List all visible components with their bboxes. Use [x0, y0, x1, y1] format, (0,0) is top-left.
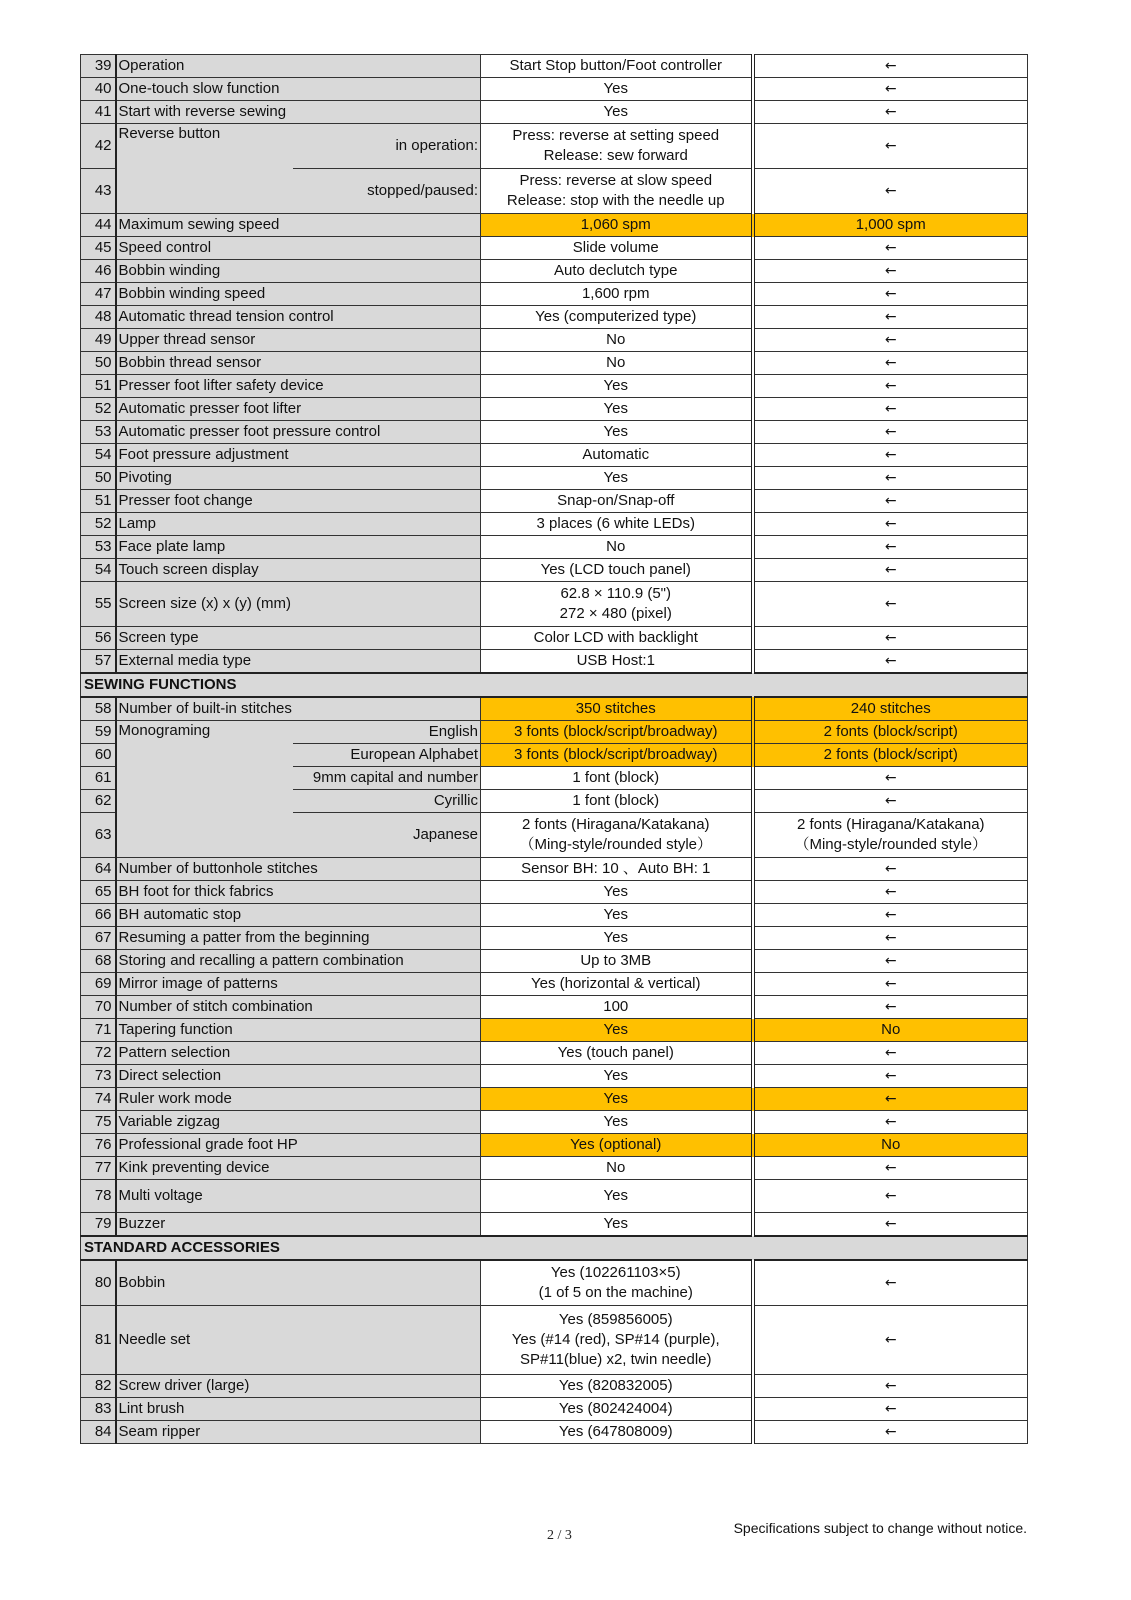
spec-sublabel: Japanese — [293, 813, 481, 858]
spec-row — [81, 697, 1028, 721]
row-number: 73 — [81, 1065, 116, 1088]
same-as-left-arrow-icon: ← — [753, 260, 1028, 283]
spec-row — [81, 881, 1028, 904]
same-as-left-arrow-icon: ← — [753, 904, 1028, 927]
spec-row — [81, 1134, 1028, 1157]
row-number: 66 — [81, 904, 116, 927]
value-model-1: Yes (859856005) Yes (#14 (red), SP#14 (purple), SP#11(blue) x2, twin needle) — [481, 1306, 753, 1375]
spec-label: Reverse button — [116, 124, 293, 169]
spec-row — [81, 260, 1028, 283]
spec-label: Lamp — [116, 513, 481, 536]
same-as-left-arrow-icon: ← — [753, 927, 1028, 950]
row-number: 54 — [81, 559, 116, 582]
spec-row — [81, 169, 1028, 214]
spec-sublabel: European Alphabet — [293, 744, 481, 767]
page-indicator: 2 / 3 — [547, 1528, 572, 1543]
value-model-1: Yes (802424004) — [481, 1398, 753, 1421]
same-as-left-arrow-icon: ← — [753, 1213, 1028, 1237]
spec-label: Operation — [116, 55, 481, 78]
spec-sublabel: English — [293, 721, 481, 744]
spec-row — [81, 283, 1028, 306]
value-model-1: USB Host:1 — [481, 650, 753, 674]
spec-row — [81, 582, 1028, 627]
row-number: 80 — [81, 1260, 116, 1306]
same-as-left-arrow-icon: ← — [753, 1111, 1028, 1134]
spec-label: Kink preventing device — [116, 1157, 481, 1180]
row-number: 84 — [81, 1421, 116, 1444]
value-model-1: Yes (computerized type) — [481, 306, 753, 329]
row-number: 60 — [81, 744, 116, 767]
spec-row — [81, 559, 1028, 582]
value-model-1: Color LCD with backlight — [481, 627, 753, 650]
section-title: SEWING FUNCTIONS — [81, 673, 1028, 697]
same-as-left-arrow-icon: ← — [753, 996, 1028, 1019]
row-number: 61 — [81, 767, 116, 790]
same-as-left-arrow-icon: ← — [753, 169, 1028, 214]
spec-row — [81, 1065, 1028, 1088]
value-model-2: No — [753, 1019, 1028, 1042]
spec-label: Buzzer — [116, 1213, 481, 1237]
spec-sublabel: in operation: — [293, 124, 481, 169]
spec-row — [81, 1157, 1028, 1180]
spec-label — [116, 813, 293, 858]
spec-row — [81, 214, 1028, 237]
row-number: 63 — [81, 813, 116, 858]
same-as-left-arrow-icon: ← — [753, 444, 1028, 467]
row-number: 45 — [81, 237, 116, 260]
value-model-1: 62.8 × 110.9 (5") 272 × 480 (pixel) — [481, 582, 753, 627]
same-as-left-arrow-icon: ← — [753, 1042, 1028, 1065]
value-model-1: Press: reverse at slow speed Release: stop with the needle up — [481, 169, 753, 214]
spec-row — [81, 1375, 1028, 1398]
row-number: 51 — [81, 490, 116, 513]
value-model-1: Yes — [481, 375, 753, 398]
spec-label: Upper thread sensor — [116, 329, 481, 352]
same-as-left-arrow-icon: ← — [753, 1375, 1028, 1398]
spec-label: Variable zigzag — [116, 1111, 481, 1134]
same-as-left-arrow-icon: ← — [753, 375, 1028, 398]
value-model-2: No — [753, 1134, 1028, 1157]
row-number: 46 — [81, 260, 116, 283]
spec-label: Touch screen display — [116, 559, 481, 582]
spec-label: Pivoting — [116, 467, 481, 490]
row-number: 39 — [81, 55, 116, 78]
spec-row — [81, 858, 1028, 881]
spec-row — [81, 767, 1028, 790]
row-number: 43 — [81, 169, 116, 214]
spec-row — [81, 627, 1028, 650]
spec-label: Presser foot lifter safety device — [116, 375, 481, 398]
value-model-1: Yes — [481, 467, 753, 490]
row-number: 49 — [81, 329, 116, 352]
row-number: 57 — [81, 650, 116, 674]
spec-label: Lint brush — [116, 1398, 481, 1421]
row-number: 75 — [81, 1111, 116, 1134]
value-model-1: 2 fonts (Hiragana/Katakana) （Ming-style/rounded style） — [481, 813, 753, 858]
same-as-left-arrow-icon: ← — [753, 1260, 1028, 1306]
value-model-1: Yes — [481, 78, 753, 101]
spec-row — [81, 352, 1028, 375]
value-model-1: No — [481, 1157, 753, 1180]
spec-label: Screw driver (large) — [116, 1375, 481, 1398]
spec-row — [81, 536, 1028, 559]
spec-label: Bobbin — [116, 1260, 481, 1306]
spec-row — [81, 927, 1028, 950]
row-number: 72 — [81, 1042, 116, 1065]
spec-row — [81, 329, 1028, 352]
value-model-1: Yes — [481, 881, 753, 904]
spec-label: External media type — [116, 650, 481, 674]
row-number: 71 — [81, 1019, 116, 1042]
value-model-1: Start Stop button/Foot controller — [481, 55, 753, 78]
spec-row — [81, 950, 1028, 973]
same-as-left-arrow-icon: ← — [753, 858, 1028, 881]
section-header-row — [81, 673, 1028, 697]
value-model-1: Auto declutch type — [481, 260, 753, 283]
row-number: 77 — [81, 1157, 116, 1180]
row-number: 41 — [81, 101, 116, 124]
spec-row — [81, 1398, 1028, 1421]
spec-row — [81, 490, 1028, 513]
spec-row — [81, 744, 1028, 767]
spec-label: Screen type — [116, 627, 481, 650]
spec-label: Automatic presser foot lifter — [116, 398, 481, 421]
spec-label: Automatic presser foot pressure control — [116, 421, 481, 444]
spec-row — [81, 790, 1028, 813]
same-as-left-arrow-icon: ← — [753, 536, 1028, 559]
spec-label: Face plate lamp — [116, 536, 481, 559]
spec-label: Seam ripper — [116, 1421, 481, 1444]
spec-label: Storing and recalling a pattern combination — [116, 950, 481, 973]
value-model-1: 100 — [481, 996, 753, 1019]
value-model-1: Yes — [481, 1065, 753, 1088]
same-as-left-arrow-icon: ← — [753, 950, 1028, 973]
spec-row — [81, 1111, 1028, 1134]
value-model-1: Yes — [481, 1111, 753, 1134]
value-model-1: Yes (LCD touch panel) — [481, 559, 753, 582]
row-number: 65 — [81, 881, 116, 904]
row-number: 52 — [81, 513, 116, 536]
spec-label: Resuming a patter from the beginning — [116, 927, 481, 950]
row-number: 79 — [81, 1213, 116, 1237]
spec-label: Tapering function — [116, 1019, 481, 1042]
spec-label: BH automatic stop — [116, 904, 481, 927]
value-model-1: Up to 3MB — [481, 950, 753, 973]
spec-row — [81, 1088, 1028, 1111]
spec-label: Bobbin winding — [116, 260, 481, 283]
spec-row — [81, 1042, 1028, 1065]
row-number: 50 — [81, 467, 116, 490]
spec-label: Number of buttonhole stitches — [116, 858, 481, 881]
spec-label: Bobbin thread sensor — [116, 352, 481, 375]
spec-row — [81, 513, 1028, 536]
same-as-left-arrow-icon: ← — [753, 1157, 1028, 1180]
value-model-1: No — [481, 352, 753, 375]
value-model-2: 240 stitches — [753, 697, 1028, 721]
spec-row — [81, 1019, 1028, 1042]
spec-sublabel: stopped/paused: — [293, 169, 481, 214]
row-number: 81 — [81, 1306, 116, 1375]
spec-sublabel: Cyrillic — [293, 790, 481, 813]
value-model-1: Yes — [481, 904, 753, 927]
value-model-1: Yes — [481, 927, 753, 950]
value-model-1: Yes (647808009) — [481, 1421, 753, 1444]
spec-table — [80, 54, 1028, 1444]
same-as-left-arrow-icon: ← — [753, 306, 1028, 329]
row-number: 47 — [81, 283, 116, 306]
spec-label: Bobbin winding speed — [116, 283, 481, 306]
value-model-1: Yes (820832005) — [481, 1375, 753, 1398]
value-model-1: 3 fonts (block/script/broadway) — [481, 721, 753, 744]
spec-label — [116, 790, 293, 813]
same-as-left-arrow-icon: ← — [753, 352, 1028, 375]
value-model-1: Yes — [481, 1088, 753, 1111]
same-as-left-arrow-icon: ← — [753, 627, 1028, 650]
same-as-left-arrow-icon: ← — [753, 467, 1028, 490]
row-number: 48 — [81, 306, 116, 329]
row-number: 58 — [81, 697, 116, 721]
value-model-1: Sensor BH: 10 、Auto BH: 1 — [481, 858, 753, 881]
disclaimer-note: Specifications subject to change without notice. — [733, 1520, 1027, 1536]
value-model-1: Yes — [481, 101, 753, 124]
spec-label: Presser foot change — [116, 490, 481, 513]
row-number: 44 — [81, 214, 116, 237]
value-model-2: 2 fonts (block/script) — [753, 744, 1028, 767]
row-number: 69 — [81, 973, 116, 996]
same-as-left-arrow-icon: ← — [753, 1180, 1028, 1213]
spec-row — [81, 78, 1028, 101]
spec-row — [81, 813, 1028, 858]
same-as-left-arrow-icon: ← — [753, 329, 1028, 352]
row-number: 40 — [81, 78, 116, 101]
same-as-left-arrow-icon: ← — [753, 973, 1028, 996]
spec-label — [116, 169, 293, 214]
value-model-1: Yes — [481, 1213, 753, 1237]
spec-row — [81, 237, 1028, 260]
value-model-1: 3 places (6 white LEDs) — [481, 513, 753, 536]
value-model-1: 1,600 rpm — [481, 283, 753, 306]
value-model-1: 1,060 spm — [481, 214, 753, 237]
spec-label: Foot pressure adjustment — [116, 444, 481, 467]
spec-label: Needle set — [116, 1306, 481, 1375]
row-number: 50 — [81, 352, 116, 375]
value-model-1: Press: reverse at setting speed Release: sew forward — [481, 124, 753, 169]
same-as-left-arrow-icon: ← — [753, 237, 1028, 260]
row-number: 52 — [81, 398, 116, 421]
spec-row — [81, 375, 1028, 398]
same-as-left-arrow-icon: ← — [753, 101, 1028, 124]
same-as-left-arrow-icon: ← — [753, 124, 1028, 169]
same-as-left-arrow-icon: ← — [753, 283, 1028, 306]
spec-row — [81, 398, 1028, 421]
spec-row — [81, 124, 1028, 169]
same-as-left-arrow-icon: ← — [753, 513, 1028, 536]
spec-row — [81, 904, 1028, 927]
row-number: 76 — [81, 1134, 116, 1157]
section-header-row — [81, 1236, 1028, 1260]
row-number: 64 — [81, 858, 116, 881]
value-model-1: Yes (optional) — [481, 1134, 753, 1157]
spec-label: One-touch slow function — [116, 78, 481, 101]
row-number: 62 — [81, 790, 116, 813]
row-number: 70 — [81, 996, 116, 1019]
value-model-1: Snap-on/Snap-off — [481, 490, 753, 513]
value-model-1: No — [481, 329, 753, 352]
spec-label: BH foot for thick fabrics — [116, 881, 481, 904]
row-number: 83 — [81, 1398, 116, 1421]
value-model-2: 1,000 spm — [753, 214, 1028, 237]
spec-label: Direct selection — [116, 1065, 481, 1088]
spec-label: Start with reverse sewing — [116, 101, 481, 124]
spec-label: Number of built-in stitches — [116, 697, 481, 721]
value-model-1: Yes — [481, 1019, 753, 1042]
spec-label — [116, 744, 293, 767]
spec-row — [81, 444, 1028, 467]
value-model-1: 1 font (block) — [481, 790, 753, 813]
same-as-left-arrow-icon: ← — [753, 1421, 1028, 1444]
same-as-left-arrow-icon: ← — [753, 650, 1028, 674]
spec-row — [81, 973, 1028, 996]
same-as-left-arrow-icon: ← — [753, 78, 1028, 101]
row-number: 42 — [81, 124, 116, 169]
value-model-1: Yes — [481, 421, 753, 444]
spec-row — [81, 1421, 1028, 1444]
spec-row — [81, 1180, 1028, 1213]
row-number: 53 — [81, 421, 116, 444]
row-number: 56 — [81, 627, 116, 650]
spec-label: Professional grade foot HP — [116, 1134, 481, 1157]
value-model-1: Slide volume — [481, 237, 753, 260]
spec-row — [81, 996, 1028, 1019]
spec-label: Maximum sewing speed — [116, 214, 481, 237]
same-as-left-arrow-icon: ← — [753, 582, 1028, 627]
value-model-1: Yes (touch panel) — [481, 1042, 753, 1065]
value-model-1: Yes (horizontal & vertical) — [481, 973, 753, 996]
value-model-1: 350 stitches — [481, 697, 753, 721]
row-number: 78 — [81, 1180, 116, 1213]
spec-row — [81, 467, 1028, 490]
value-model-1: Automatic — [481, 444, 753, 467]
spec-label: Ruler work mode — [116, 1088, 481, 1111]
same-as-left-arrow-icon: ← — [753, 490, 1028, 513]
spec-label — [116, 767, 293, 790]
spec-row — [81, 1260, 1028, 1306]
same-as-left-arrow-icon: ← — [753, 1065, 1028, 1088]
spec-row — [81, 650, 1028, 674]
spec-row — [81, 421, 1028, 444]
row-number: 54 — [81, 444, 116, 467]
same-as-left-arrow-icon: ← — [753, 559, 1028, 582]
value-model-1: Yes — [481, 398, 753, 421]
spec-label: Number of stitch combination — [116, 996, 481, 1019]
value-model-2: 2 fonts (Hiragana/Katakana) （Ming-style/rounded style） — [753, 813, 1028, 858]
value-model-1: 3 fonts (block/script/broadway) — [481, 744, 753, 767]
row-number: 82 — [81, 1375, 116, 1398]
spec-row — [81, 1306, 1028, 1375]
spec-label: Multi voltage — [116, 1180, 481, 1213]
same-as-left-arrow-icon: ← — [753, 881, 1028, 904]
same-as-left-arrow-icon: ← — [753, 421, 1028, 444]
spec-label: Pattern selection — [116, 1042, 481, 1065]
spec-table-body — [81, 55, 1028, 1444]
same-as-left-arrow-icon: ← — [753, 790, 1028, 813]
spec-row — [81, 101, 1028, 124]
value-model-1: No — [481, 536, 753, 559]
same-as-left-arrow-icon: ← — [753, 767, 1028, 790]
spec-label: Automatic thread tension control — [116, 306, 481, 329]
row-number: 68 — [81, 950, 116, 973]
value-model-2: 2 fonts (block/script) — [753, 721, 1028, 744]
spec-row — [81, 721, 1028, 744]
same-as-left-arrow-icon: ← — [753, 1398, 1028, 1421]
section-title: STANDARD ACCESSORIES — [81, 1236, 1028, 1260]
spec-sublabel: 9mm capital and number — [293, 767, 481, 790]
same-as-left-arrow-icon: ← — [753, 1306, 1028, 1375]
row-number: 55 — [81, 582, 116, 627]
value-model-1: Yes — [481, 1180, 753, 1213]
row-number: 51 — [81, 375, 116, 398]
spec-label: Mirror image of patterns — [116, 973, 481, 996]
row-number: 53 — [81, 536, 116, 559]
value-model-1: 1 font (block) — [481, 767, 753, 790]
same-as-left-arrow-icon: ← — [753, 398, 1028, 421]
spec-row — [81, 55, 1028, 78]
spec-label: Speed control — [116, 237, 481, 260]
same-as-left-arrow-icon: ← — [753, 1088, 1028, 1111]
same-as-left-arrow-icon: ← — [753, 55, 1028, 78]
value-model-1: Yes (102261103×5) (1 of 5 on the machine) — [481, 1260, 753, 1306]
row-number: 67 — [81, 927, 116, 950]
row-number: 74 — [81, 1088, 116, 1111]
spec-label: Screen size (x) x (y) (mm) — [116, 582, 481, 627]
row-number: 59 — [81, 721, 116, 744]
spec-row — [81, 306, 1028, 329]
spec-row — [81, 1213, 1028, 1237]
spec-label: Monograming — [116, 721, 293, 744]
